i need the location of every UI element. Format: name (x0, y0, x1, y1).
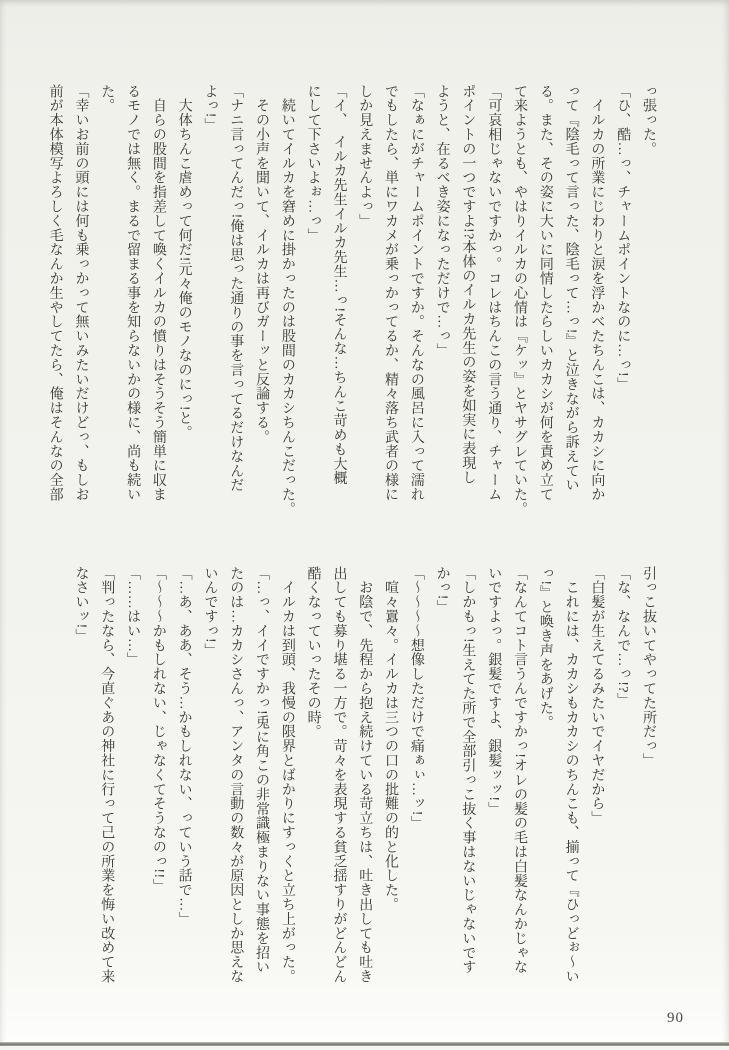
text-line: たのは…カカシさんっ、アンタの言動の数々が原因としか思えな (228, 566, 244, 984)
text-line: っ張った。 (641, 84, 656, 156)
text-line: るモノでは無く。まるで留まる事を知らないかの様に、尚も続い (125, 84, 141, 502)
text-line: 自らの股間を指差して喚くイルカの憤りはそうそう簡単に収ま (150, 84, 166, 502)
text-line: 「…っ、イイですかっ!兎に角この非常識極まりない事態を招い (254, 566, 270, 975)
text-line: る。また、その姿に大いに同情したらしいカカシが何を責め立て (537, 84, 553, 502)
text-line: た。 (99, 84, 115, 113)
text-line: って『陰毛って言った、陰毛って…っ!』と泣きながら訴えてい (563, 84, 579, 493)
page-number: 90 (667, 1010, 684, 1026)
text-line: いんですっ!」 (202, 566, 218, 658)
text-line: 「……はい…」 (125, 566, 141, 667)
text-line: 「なぁにがチャームポイントですか。そんなの風呂に入って濡れ (408, 84, 424, 502)
text-line: 「可哀相じゃないですかっ。コレはちんこの言う通り、チャーム (486, 84, 502, 502)
text-line: よっ!」 (202, 84, 218, 133)
text-line: 「イ、 イルカ先生イルカ先生…っ!そんな…ちんこ苛めも大概 (331, 84, 347, 486)
text-line: 「なんてコト言うんですかっ!オレの髪の毛は白髪なんかじゃな (512, 566, 528, 975)
text-line: っ!』と喚き声をあげた。 (537, 566, 553, 730)
text-line: 「判ったなら、今直ぐあの神社に行って己の所業を悔い改めて来 (99, 566, 115, 984)
text-line: ようと、在るべき姿になっただけで…っ」 (434, 84, 450, 358)
text-block-top (42, 84, 661, 532)
text-line: 続いてイルカを窘めに掛かったのは股間のカカシちんこだった。 (279, 84, 295, 516)
text-line: 大体ちんこ虐めって何だ!元々俺のモノなのにっ!と。 (176, 84, 192, 440)
text-line: て来ようとも、やはりイルカの心情は『ケッ』とヤサグレていた。 (512, 84, 528, 516)
text-line: 「白髪が生えてるみたいでイヤだから」 (589, 566, 605, 826)
text-line: 喧々囂々。イルカは三つの口の批難の的と化した。 (383, 566, 399, 912)
text-line: にして下さいよぉ…っ」 (305, 84, 321, 243)
text-line: ポイントの一つですよ!?本体のイルカ先生の姿を如実に表現し (460, 84, 476, 485)
text-line: 「しかもっ!生えてた所で全部引っこ抜く事はないじゃないです (460, 566, 476, 975)
text-line: 「…あ、ああ、そう…かもしれない、っていう話で…」 (176, 566, 192, 926)
text-line: その小声を聞いて、イルカは再びガーッと反論する。 (254, 84, 270, 444)
text-line: 「〜〜〜かもしれない、じゃなくてそうなのっ!!」 (150, 566, 166, 893)
text-line: いですよっ。銀髪ですよ、銀髪ッッ!」 (486, 566, 502, 816)
text-block-bottom (68, 566, 661, 1008)
text-line: 「ひ、酷…っ、チャームポイントなのに…っ!」 (615, 84, 631, 392)
text-line: お陰で、先程から抱え続けている苛立ちは、吐き出しても吐き (357, 566, 373, 984)
text-line: 前が本体模写よろしく毛なんか生やしてたら、俺はそんなの全部 (47, 84, 63, 502)
text-line: 酷くなっていったその時。 (305, 566, 321, 739)
text-line: しか見えませんよっ」 (357, 84, 373, 228)
text-line: 「幸いお前の頭には何も乗っかって無いみたいだけどっ、もしお (73, 84, 89, 502)
text-line: 引っこ抜いてやってた所だっ」 (641, 566, 656, 768)
text-line: イルカは到頭、我慢の限界とばかりにすっくと立ち上がった。 (279, 566, 295, 984)
text-line: かっ!」 (434, 566, 450, 615)
text-line: 「〜〜〜〜想像しただけで痛ぁぃ…ッ!」 (408, 566, 424, 831)
text-line: 出しても募り堪る一方で。苛々を表現する貧乏揺すりがどんどん (331, 566, 347, 984)
text-line: 「な、なんで…っ!?」 (615, 566, 631, 708)
text-line: でもしたら、単にワカメが乗っかってるか、精々落ち武者の様に (383, 84, 399, 502)
text-line: これには、カカシもカカシのちんこも、揃って『ひっどぉ〜い (563, 566, 579, 984)
text-line: イルカの所業にじわりと涙を浮かべたちんこは、カカシに向か (589, 84, 605, 502)
text-line: なさいッ!」 (73, 566, 89, 644)
text-line: 「ナニ言ってんだっ!俺は思った通りの事を言ってるだけなんだ (228, 84, 244, 493)
